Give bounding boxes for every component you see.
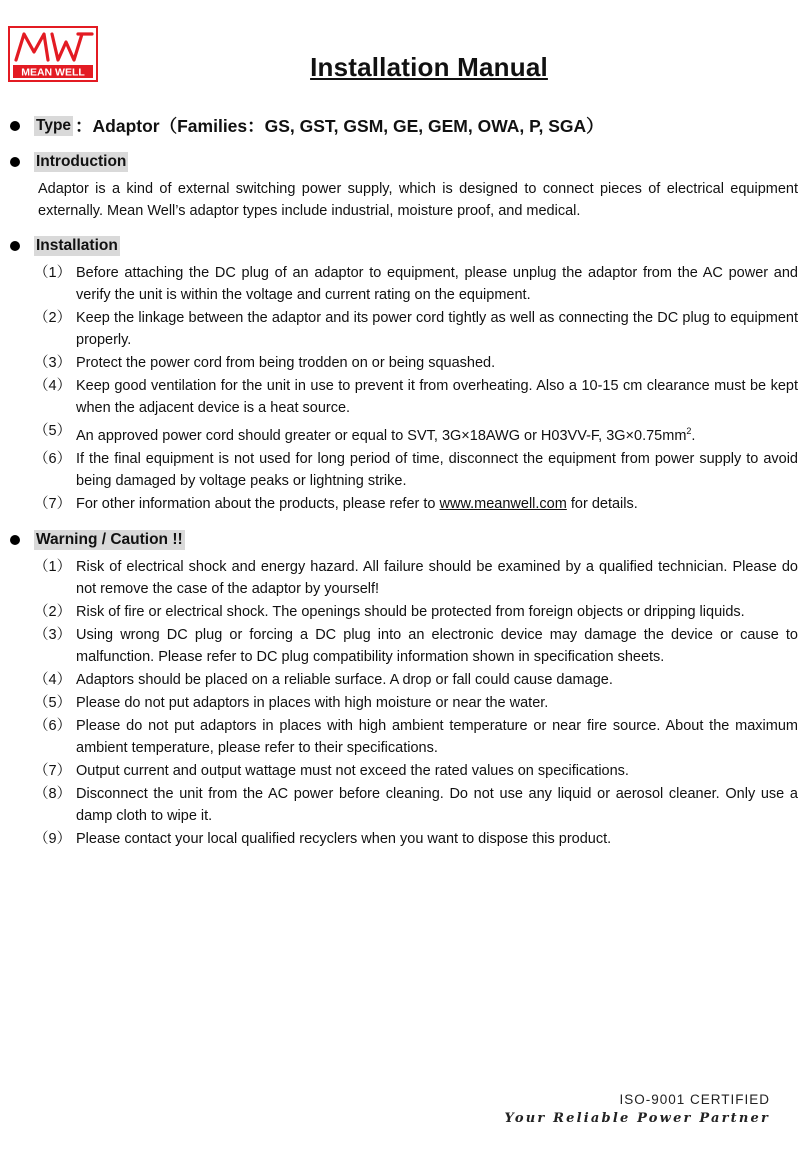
item-number: （4） [34,378,72,394]
list-item [10,262,798,306]
list-item [10,307,798,351]
item-number: （7） [34,762,72,779]
list-item [10,692,798,714]
item-text-end: . [691,427,696,444]
document-body [10,113,798,851]
item-number: （5） [34,694,72,711]
list-item [10,493,798,515]
iso-certification: ISO-9001 CERTIFIED [619,1092,770,1107]
item-text: Output current and output wattage must not exceed the rated values on specifications. [76,762,629,779]
item-number: （9） [34,830,72,847]
warning-heading [10,530,798,550]
item-text: Keep good ventilation for the unit in use to prevent it from overheating. Also a 10-15 cm clearance must be kept when the adjacent device is a heat source. [76,378,798,416]
introduction-text: Adaptor is a kind of external switching power supply, which is designed to connect pieces of electrical equipment externally. Mean Well’s adaptor types include industrial, moisture proof, and medical. [38,181,798,219]
installation-list [10,262,798,515]
list-item [10,420,798,447]
item-number: （4） [34,671,72,688]
item-text: Please do not put adaptors in places with high ambient temperature or near fire source. About the maximum ambient temperature, please refer to their specifications. [76,717,798,756]
item-text: Protect the power cord from being trodden on or being squashed. [76,355,496,371]
bullet-icon [10,157,20,167]
bullet-icon [10,241,20,251]
list-item [10,828,798,850]
item-number: （3） [34,626,72,643]
type-section [10,113,798,138]
item-number: （7） [34,495,72,512]
introduction-heading [10,152,798,172]
list-item [10,669,798,691]
item-text: An approved power cord should greater or equal to SVT, 3G×18AWG or H03VV-F, 3G×0.75mm [76,427,687,444]
warning-label: Warning / Caution !! [36,530,183,548]
list-item [10,448,798,492]
bullet-icon [10,121,20,131]
item-text: Please do not put adaptors in places with high moisture or near the water. [76,694,549,711]
list-item [10,624,798,668]
warning-list [10,556,798,850]
item-text: Please contact your local qualified recyclers when you want to dispose this product. [76,830,612,847]
item-text: For other information about the products, please refer to [76,495,440,512]
list-item [10,601,798,623]
list-item [10,375,798,419]
list-item [10,352,798,374]
logo-brand-text: MEAN WELL [21,66,85,79]
superscript: 2 [686,426,692,436]
type-families: ：Adaptor（Families：GS, GST, GSM, GE, GEM, OWA, P, SGA） [75,116,604,136]
item-number: （8） [34,785,72,802]
item-number: （2） [34,310,72,326]
item-text-end: for details. [566,495,638,512]
type-label: Type [36,116,72,134]
item-text: If the final equipment is not used for long period of time, disconnect the equipment from power supply to avoid being damaged by voltage peaks or lightning strike. [76,450,798,489]
item-number: （5） [34,423,72,439]
item-text: Using wrong DC plug or forcing a DC plug into an electronic device may damage the device or cause to malfunction. Please refer to DC plug compatibility information shown in specification sheets. [76,626,798,665]
introduction-label: Introduction [36,153,127,170]
item-text: Disconnect the unit from the AC power before cleaning. Do not use any liquid or aerosol cleaner. Only use a damp cloth to wipe it. [76,785,798,824]
item-number: （6） [34,450,72,467]
installation-label: Installation [36,237,118,254]
bullet-icon [10,535,20,545]
item-number: （6） [34,717,72,734]
list-item [10,715,798,759]
page-title: Installation Manual [310,52,548,82]
item-text: Risk of fire or electrical shock. The openings should be protected from foreign objects or dripping liquids. [76,603,745,620]
item-number: （1） [34,558,72,575]
meanwell-website-link[interactable]: www.meanwell.com [439,495,567,512]
installation-heading [10,236,798,256]
list-item [10,556,798,600]
company-slogan: Your Reliable Power Partner [504,1111,770,1126]
item-text: Risk of electrical shock and energy hazard. All failure should be examined by a qualified technician. Please do not remove the case of the adaptor by yourself! [76,558,798,597]
list-item [10,783,798,827]
footer [505,1092,770,1126]
item-number: （1） [34,265,72,281]
item-text: Before attaching the DC plug of an adaptor to equipment, please unplug the adaptor from the AC power and verify the unit is within the voltage and current rating on the equipment. [76,265,798,303]
item-number: （3） [34,355,72,371]
item-text: Adaptors should be placed on a reliable surface. A drop or fall could cause damage. [76,671,613,688]
list-item [10,760,798,782]
item-text: Keep the linkage between the adaptor and its power cord tightly as well as connecting the DC plug to equipment properly. [76,310,798,348]
item-number: （2） [34,603,72,620]
